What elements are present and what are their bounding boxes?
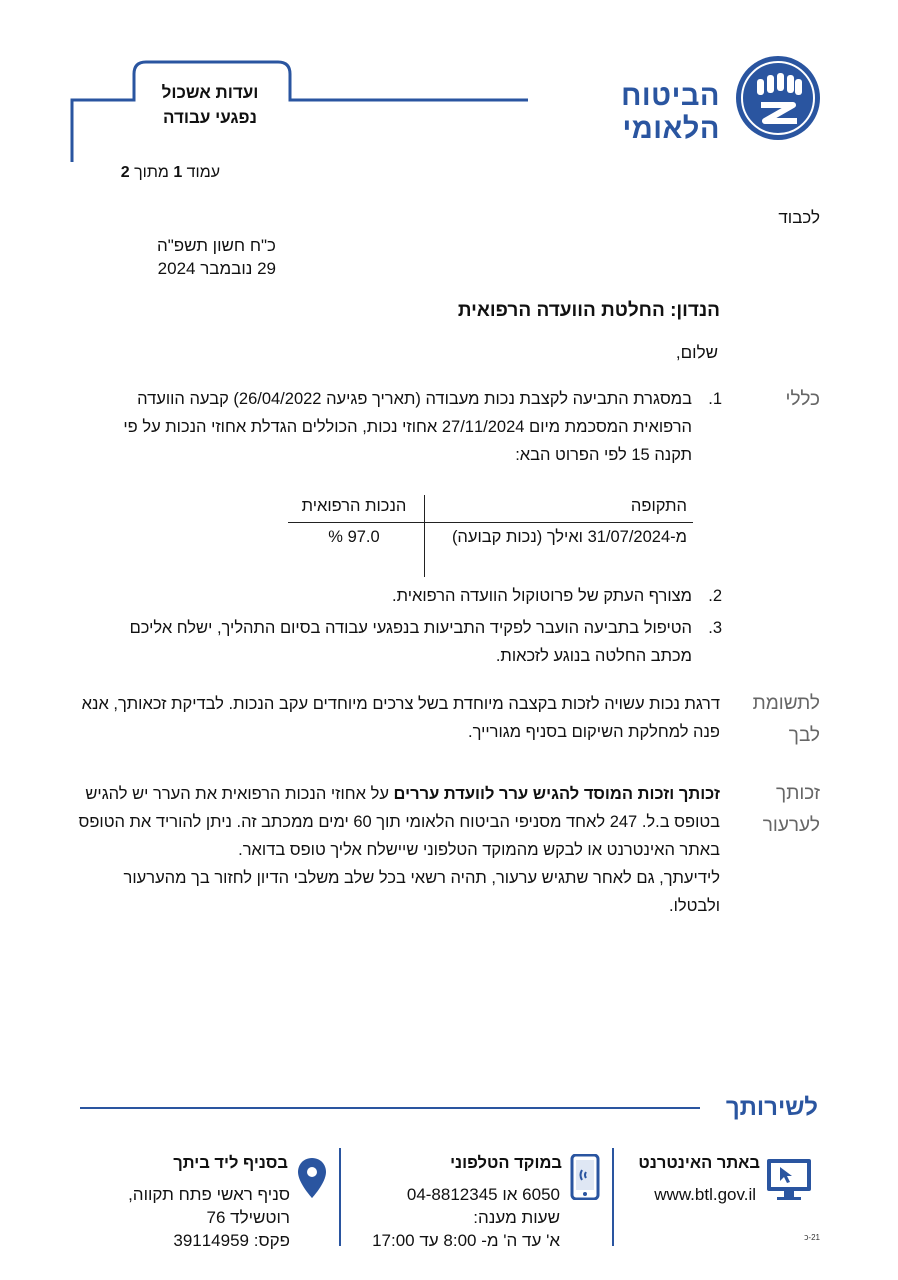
appeal-paragraph xyxy=(78,780,720,920)
appeal-note: לידיעתך, גם לאחר שתגיש ערעור, תהיה רשאי בכל שלב משלבי הדיון לחזור בך מהערעור ולבטלו. xyxy=(123,869,720,915)
form-code: 21-כ xyxy=(804,1233,820,1242)
list-item-1 xyxy=(100,385,722,469)
addressee-label: לכבוד xyxy=(778,208,820,227)
mobile-phone-icon xyxy=(570,1154,600,1200)
page-of: מתוך xyxy=(134,164,169,181)
footer-web-title: באתר האינטרנט xyxy=(638,1154,760,1172)
attention-label-line1: לתשומת xyxy=(752,693,820,714)
page-word: עמוד xyxy=(186,164,220,181)
btl-logo xyxy=(735,55,821,141)
appeal-label-line2: לערעור xyxy=(762,815,820,836)
table-header-period: התקופה xyxy=(630,497,687,515)
appeal-label-line1: זכותך xyxy=(776,783,820,804)
footer-branch-title: בסניף ליד ביתך xyxy=(173,1154,288,1172)
item-number: 3. xyxy=(708,619,722,637)
subject-line: הנדון: החלטת הוועדה הרפואית xyxy=(457,300,720,321)
page-number xyxy=(110,164,220,182)
footer-title: לשירותך xyxy=(725,1094,818,1121)
department-line1: ועדות אשכול xyxy=(161,83,259,102)
computer-icon xyxy=(766,1156,812,1202)
footer-divider xyxy=(80,1107,700,1109)
website-link[interactable]: www.btl.gov.il xyxy=(654,1185,756,1204)
table-cell-disability: 97.0 % xyxy=(328,528,380,546)
table-divider-horizontal xyxy=(288,522,693,523)
table-header-disability: הנכות הרפואית xyxy=(301,497,407,515)
department-line2: נפגעי עבודה xyxy=(163,108,257,127)
phone-numbers: 6050 או 04-8812345 xyxy=(406,1185,560,1204)
branch-details xyxy=(100,1183,290,1252)
phone-hours: א' עד ה' מ- 8:00 עד 17:00 xyxy=(372,1231,560,1250)
table-divider-vertical xyxy=(424,495,425,577)
appeal-text: על אחוזי הנכות הרפואית את הערר יש להגיש בטופס ב.ל. 247 לאחד מסניפי הביטוח הלאומי תוך 60 ימים ממכתב זה. ניתן להוריד את הטופס באתר האינטרנט או לבקש מהמוקד הטלפוני שיישלח אליך טופס בדואר. xyxy=(78,785,720,859)
list-item-2 xyxy=(100,582,722,610)
attention-paragraph: דרגת נכות עשויה לזכות בקצבה מיוחדת בשל צרכים מיוחדים עקב הנכות. לבדיקת זכאותך, אנא פנה למחלקת השיקום בסניף מגורייך. xyxy=(81,695,720,741)
date-gregorian: 29 נובמבר 2024 xyxy=(157,259,276,278)
branch-name: סניף ראשי פתח תקווה, xyxy=(128,1185,290,1204)
header-tab-outline xyxy=(70,60,530,162)
branch-address: רוטשילד 76 xyxy=(206,1208,290,1227)
item-number: 2. xyxy=(708,587,722,605)
branch-fax: פקס: 39114959 xyxy=(173,1231,290,1250)
footer-phone-title: במוקד הטלפוני xyxy=(450,1154,562,1172)
item-text: הטיפול בתביעה הועבר לפקיד התביעות בנפגעי עבודה בסיום התהליך, ישלח אליכם מכתב החלטה בנוגע לזכאות. xyxy=(129,619,692,665)
date-hebrew: כ"ח חשון תשפ"ה xyxy=(156,236,276,255)
table-cell-period: מ-31/07/2024 ואילך (נכות קבועה) xyxy=(451,528,687,546)
disability-table xyxy=(288,495,693,577)
appeal-bold-text: זכותך וזכות המוסד להגיש ערר לוועדת עררים xyxy=(393,785,720,803)
attention-label-line2: לבך xyxy=(788,725,820,746)
list-item-3 xyxy=(100,614,722,670)
appeal-main xyxy=(78,780,720,864)
phone-hours-label: שעות מענה: xyxy=(473,1208,560,1227)
item-number: 1. xyxy=(708,390,722,408)
item-text: במסגרת התביעה לקצבת נכות מעבודה (תאריך פגיעה 26/04/2022) קבעה הוועדה הרפואית המסכמת מיום 27/11/2024 אחוזי נכות, הכוללים הגדלת אחוזי הנכות על פי תקנה 15 לפי הפרוט הבא: xyxy=(123,390,692,464)
item-text: מצורף העתק של פרוטוקול הוועדה הרפואית. xyxy=(392,587,692,605)
org-name: הביטוח הלאומי xyxy=(621,80,720,145)
greeting: שלום, xyxy=(675,343,718,362)
phone-details xyxy=(340,1183,560,1252)
page-current: 1 xyxy=(173,164,183,181)
page-total: 2 xyxy=(120,164,130,181)
location-pin-icon xyxy=(296,1156,328,1200)
department-tab xyxy=(140,80,280,130)
section-label-general: כללי xyxy=(785,389,820,410)
